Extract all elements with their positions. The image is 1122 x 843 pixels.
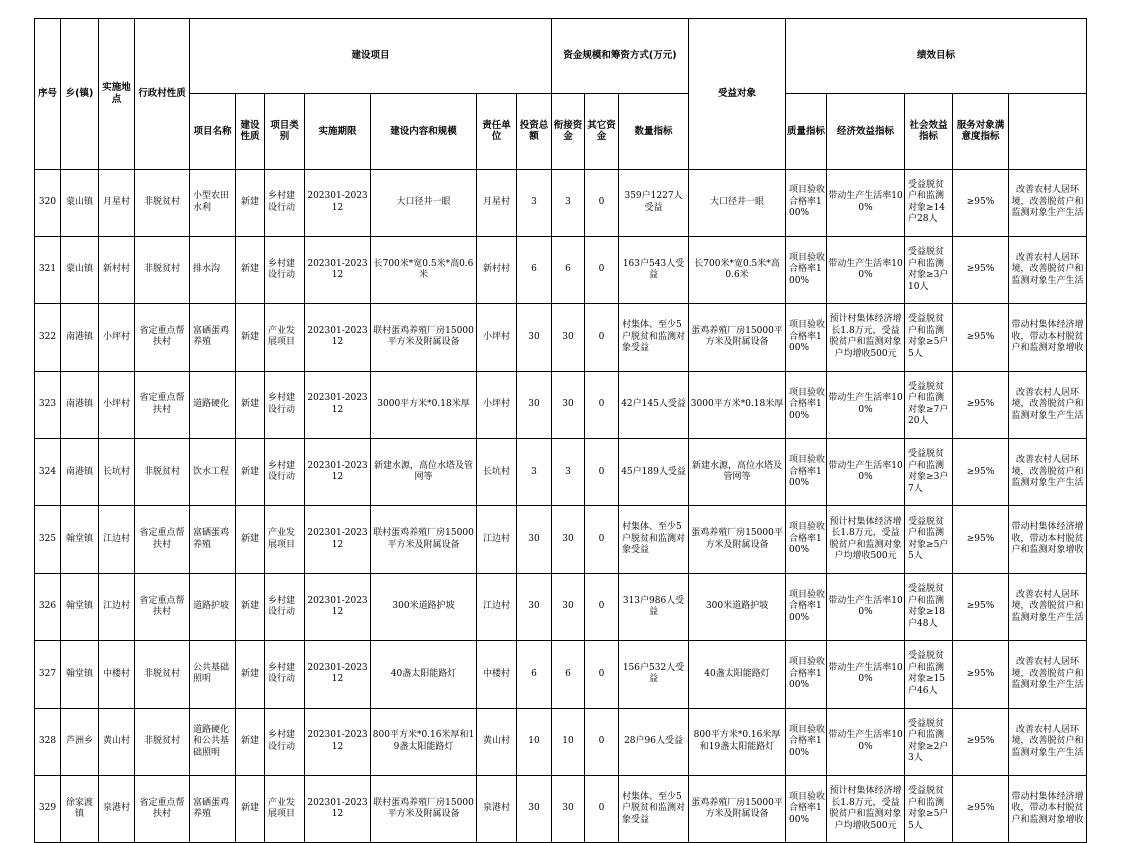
cell-beneficiaries: 28户96人受益 [619,708,689,775]
cell-period: 202301-202312 [305,708,371,775]
cell-content-scale: 联村蛋鸡养殖厂房15000平方米及附属设备 [371,776,477,843]
cell-project-category: 产业发展项目 [265,506,305,573]
cell-other-funds: 0 [585,776,619,843]
cell-location: 江边村 [99,506,135,573]
cell-project-name: 饮水工程 [190,439,236,506]
cell-quality-indicator: 项目验收合格率100% [786,641,827,708]
cell-satisfaction-indicator: ≥95% [953,169,1009,236]
cell-seq: 323 [35,371,61,438]
cell-content-scale: 300米道路护坡 [371,573,477,640]
cell-total-investment: 6 [517,641,552,708]
cell-beneficiaries: 313户986人受益 [619,573,689,640]
cell-social-indicator: 受益脱贫户和监测对象≥18户48人 [905,573,953,640]
cell-satisfaction-indicator: ≥95% [953,304,1009,371]
cell-content-scale: 长700米*宽0.5米*高0.6米 [371,236,477,303]
cell-connected-funds: 30 [552,506,585,573]
cell-content-scale: 3000平方米*0.18米厚 [371,371,477,438]
cell-project-category: 乡村建设行动 [265,236,305,303]
cell-satisfaction-indicator: ≥95% [953,573,1009,640]
header-project-category: 项目类别 [265,94,305,169]
cell-project-name: 道路护坡 [190,573,236,640]
cell-build-nature: 新建 [236,439,265,506]
cell-other-funds: 0 [585,573,619,640]
cell-location: 泉港村 [99,776,135,843]
table-row [35,236,1087,303]
cell-connected-funds: 30 [552,776,585,843]
cell-economic-indicator: 带动生产生活率100% [827,708,905,775]
cell-quantity-indicator: 长700米*宽0.5米*高0.6米 [689,236,786,303]
cell-responsible-unit: 黄山村 [477,708,517,775]
cell-period: 202301-202312 [305,236,371,303]
cell-seq: 324 [35,439,61,506]
table-row [35,304,1087,371]
cell-village-type: 省定重点帮扶村 [135,776,190,843]
cell-economic-indicator: 预计村集体经济增长1.8万元，受益脱贫户和监测对象户均增收500元 [827,304,905,371]
cell-seq: 320 [35,169,61,236]
cell-location: 江边村 [99,573,135,640]
header-other-funds: 其它资金 [585,94,619,169]
cell-social-indicator: 受益脱贫户和监测对象≥14户28人 [905,169,953,236]
cell-connected-funds: 6 [552,236,585,303]
cell-satisfaction-indicator: ≥95% [953,371,1009,438]
cell-village-type: 省定重点帮扶村 [135,506,190,573]
cell-mechanism: 改善农村人居环境，改善脱贫户和监测对象生产生活 [1009,708,1087,775]
cell-period: 202301-202312 [305,169,371,236]
cell-location: 长坑村 [99,439,135,506]
cell-responsible-unit: 月星村 [477,169,517,236]
header-project-name: 项目名称 [190,94,236,169]
header-total-investment: 投资总额 [517,94,552,169]
cell-quantity-indicator: 蛋鸡养殖厂房15000平方米及附属设备 [689,506,786,573]
cell-total-investment: 30 [517,573,552,640]
cell-connected-funds: 30 [552,573,585,640]
cell-other-funds: 0 [585,708,619,775]
cell-social-indicator: 受益脱贫户和监测对象≥7户20人 [905,371,953,438]
cell-quantity-indicator: 大口径井一眼 [689,169,786,236]
cell-village-type: 省定重点帮扶村 [135,573,190,640]
cell-seq: 329 [35,776,61,843]
cell-quality-indicator: 项目验收合格率100% [786,236,827,303]
cell-content-scale: 新建水源，高位水塔及管网等 [371,439,477,506]
cell-satisfaction-indicator: ≥95% [953,776,1009,843]
cell-project-category: 乡村建设行动 [265,641,305,708]
cell-mechanism: 带动村集体经济增收，带动本村脱贫户和监测对象增收 [1009,776,1087,843]
cell-economic-indicator: 带动生产生活率100% [827,169,905,236]
cell-other-funds: 0 [585,641,619,708]
cell-seq: 327 [35,641,61,708]
cell-satisfaction-indicator: ≥95% [953,708,1009,775]
cell-quality-indicator: 项目验收合格率100% [786,573,827,640]
table-row [35,371,1087,438]
cell-total-investment: 3 [517,439,552,506]
cell-mechanism: 改善农村人居环境，改善脱贫户和监测对象生产生活 [1009,439,1087,506]
cell-economic-indicator: 带动生产生活率100% [827,371,905,438]
cell-town: 芦洲乡 [61,708,99,775]
cell-town: 南港镇 [61,371,99,438]
cell-total-investment: 30 [517,371,552,438]
cell-project-category: 乡村建设行动 [265,439,305,506]
cell-quantity-indicator: 蛋鸡养殖厂房15000平方米及附属设备 [689,304,786,371]
cell-build-nature: 新建 [236,236,265,303]
cell-project-category: 乡村建设行动 [265,371,305,438]
cell-location: 月星村 [99,169,135,236]
cell-build-nature: 新建 [236,573,265,640]
table-row [35,776,1087,843]
cell-quantity-indicator: 40盏太阳能路灯 [689,641,786,708]
cell-social-indicator: 受益脱贫户和监测对象≥5户5人 [905,304,953,371]
cell-quantity-indicator: 3000平方米*0.18米厚 [689,371,786,438]
cell-total-investment: 30 [517,506,552,573]
cell-mechanism: 带动村集体经济增收，带动本村脱贫户和监测对象增收 [1009,304,1087,371]
cell-other-funds: 0 [585,304,619,371]
cell-connected-funds: 10 [552,708,585,775]
cell-build-nature: 新建 [236,506,265,573]
cell-social-indicator: 受益脱贫户和监测对象≥2户3人 [905,708,953,775]
cell-satisfaction-indicator: ≥95% [953,641,1009,708]
header-seq: 序号 [35,19,61,170]
cell-other-funds: 0 [585,439,619,506]
cell-town: 蒙山镇 [61,236,99,303]
cell-location: 小坪村 [99,371,135,438]
cell-village-type: 省定重点帮扶村 [135,371,190,438]
cell-build-nature: 新建 [236,304,265,371]
cell-build-nature: 新建 [236,708,265,775]
cell-build-nature: 新建 [236,371,265,438]
cell-seq: 325 [35,506,61,573]
cell-town: 蒙山镇 [61,169,99,236]
cell-total-investment: 3 [517,169,552,236]
header-beneficiaries: 受益对象 [689,19,786,170]
cell-beneficiaries: 42户145人受益 [619,371,689,438]
cell-period: 202301-202312 [305,641,371,708]
cell-mechanism: 改善农村人居环境，改善脱贫户和监测对象生产生活 [1009,236,1087,303]
cell-project-category: 产业发展项目 [265,776,305,843]
cell-connected-funds: 30 [552,371,585,438]
cell-project-name: 排水沟 [190,236,236,303]
header-perf-group: 绩效目标 [786,19,1087,94]
cell-economic-indicator: 预计村集体经济增长1.8万元，受益脱贫户和监测对象户均增收500元 [827,506,905,573]
cell-other-funds: 0 [585,371,619,438]
cell-other-funds: 0 [585,236,619,303]
cell-quality-indicator: 项目验收合格率100% [786,708,827,775]
cell-satisfaction-indicator: ≥95% [953,236,1009,303]
cell-satisfaction-indicator: ≥95% [953,439,1009,506]
cell-beneficiaries: 村集体、至少5户脱贫和监测对象受益 [619,776,689,843]
table-row [35,641,1087,708]
cell-content-scale: 联村蛋鸡养殖厂房15000平方米及附属设备 [371,506,477,573]
cell-economic-indicator: 预计村集体经济增长1.8万元，受益脱贫户和监测对象户均增收500元 [827,776,905,843]
cell-village-type: 非脱贫村 [135,169,190,236]
cell-town: 翰堂镇 [61,506,99,573]
cell-village-type: 非脱贫村 [135,236,190,303]
cell-beneficiaries: 村集体、至少5户脱贫和监测对象受益 [619,304,689,371]
cell-town: 翰堂镇 [61,573,99,640]
cell-responsible-unit: 江边村 [477,506,517,573]
cell-social-indicator: 受益脱贫户和监测对象≥5户5人 [905,776,953,843]
cell-other-funds: 0 [585,506,619,573]
cell-responsible-unit: 泉港村 [477,776,517,843]
cell-beneficiaries: 359户1227人受益 [619,169,689,236]
cell-quantity-indicator: 新建水源，高位水塔及管网等 [689,439,786,506]
cell-satisfaction-indicator: ≥95% [953,506,1009,573]
cell-quality-indicator: 项目验收合格率100% [786,169,827,236]
cell-social-indicator: 受益脱贫户和监测对象≥3户7人 [905,439,953,506]
cell-responsible-unit: 小坪村 [477,371,517,438]
cell-location: 黄山村 [99,708,135,775]
header-social-indicator: 社会效益指标 [905,94,953,169]
cell-social-indicator: 受益脱贫户和监测对象≥15户46人 [905,641,953,708]
cell-project-name: 富硒蛋鸡养殖 [190,506,236,573]
cell-mechanism: 改善农村人居环境，改善脱贫户和监测对象生产生活 [1009,169,1087,236]
cell-total-investment: 30 [517,776,552,843]
cell-period: 202301-202312 [305,439,371,506]
cell-build-nature: 新建 [236,776,265,843]
cell-seq: 326 [35,573,61,640]
cell-mechanism: 带动村集体经济增收，带动本村脱贫户和监测对象增收 [1009,506,1087,573]
cell-social-indicator: 受益脱贫户和监测对象≥5户5人 [905,506,953,573]
cell-seq: 322 [35,304,61,371]
header-fund-group: 资金规模和筹资方式(万元) [552,19,689,94]
project-table [34,18,1087,843]
cell-project-category: 产业发展项目 [265,304,305,371]
cell-quantity-indicator: 800平方米*0.16米厚和19盏太阳能路灯 [689,708,786,775]
cell-economic-indicator: 带动生产生活率100% [827,573,905,640]
cell-other-funds: 0 [585,169,619,236]
cell-town: 翰堂镇 [61,641,99,708]
header-town: 乡(镇) [61,19,99,170]
cell-quantity-indicator: 300米道路护坡 [689,573,786,640]
cell-beneficiaries: 村集体、至少5户脱贫和监测对象受益 [619,506,689,573]
cell-location: 新村村 [99,236,135,303]
cell-project-name: 道路硬化 [190,371,236,438]
cell-village-type: 非脱贫村 [135,708,190,775]
cell-village-type: 非脱贫村 [135,439,190,506]
header-responsible-unit: 责任单位 [477,94,517,169]
header-build-nature: 建设性质 [236,94,265,169]
cell-village-type: 非脱贫村 [135,641,190,708]
cell-responsible-unit: 中楼村 [477,641,517,708]
cell-total-investment: 30 [517,304,552,371]
cell-seq: 321 [35,236,61,303]
cell-social-indicator: 受益脱贫户和监测对象≥3户10人 [905,236,953,303]
cell-total-investment: 10 [517,708,552,775]
header-content-scale: 建设内容和规模 [371,94,477,169]
cell-quality-indicator: 项目验收合格率100% [786,439,827,506]
cell-content-scale: 大口径井一眼 [371,169,477,236]
cell-economic-indicator: 带动生产生活率100% [827,641,905,708]
cell-quality-indicator: 项目验收合格率100% [786,304,827,371]
cell-build-nature: 新建 [236,169,265,236]
cell-quality-indicator: 项目验收合格率100% [786,506,827,573]
header-quality-indicator: 质量指标 [786,94,827,169]
table-body [35,169,1087,843]
table-row [35,573,1087,640]
cell-period: 202301-202312 [305,506,371,573]
header-economic-indicator: 经济效益指标 [827,94,905,169]
cell-mechanism: 改善农村人居环境，改善脱贫户和监测对象生产生活 [1009,573,1087,640]
cell-connected-funds: 6 [552,641,585,708]
header-period: 实施期限 [305,94,371,169]
header-connected-funds: 衔接资金 [552,94,585,169]
cell-beneficiaries: 163户543人受益 [619,236,689,303]
cell-project-name: 富硒蛋鸡养殖 [190,304,236,371]
cell-location: 中楼村 [99,641,135,708]
table-row [35,506,1087,573]
cell-economic-indicator: 带动生产生活率100% [827,236,905,303]
cell-quality-indicator: 项目验收合格率100% [786,776,827,843]
cell-responsible-unit: 江边村 [477,573,517,640]
header-location: 实施地点 [99,19,135,170]
table-row [35,439,1087,506]
cell-responsible-unit: 新村村 [477,236,517,303]
cell-period: 202301-202312 [305,776,371,843]
cell-project-name: 道路硬化和公共基础照明 [190,708,236,775]
cell-location: 小坪村 [99,304,135,371]
cell-project-name: 小型农田水利 [190,169,236,236]
cell-quantity-indicator: 蛋鸡养殖厂房15000平方米及附属设备 [689,776,786,843]
cell-project-category: 乡村建设行动 [265,708,305,775]
cell-content-scale: 联村蛋鸡养殖厂房15000平方米及附属设备 [371,304,477,371]
cell-mechanism: 改善农村人居环境，改善脱贫户和监测对象生产生活 [1009,641,1087,708]
cell-project-category: 乡村建设行动 [265,573,305,640]
header-quantity-indicator: 数量指标 [619,94,689,169]
cell-town: 徐家渡镇 [61,776,99,843]
table-row [35,708,1087,775]
cell-village-type: 省定重点帮扶村 [135,304,190,371]
cell-content-scale: 800平方米*0.16米厚和19盏太阳能路灯 [371,708,477,775]
cell-connected-funds: 30 [552,304,585,371]
cell-build-nature: 新建 [236,641,265,708]
table-row [35,169,1087,236]
cell-period: 202301-202312 [305,573,371,640]
header-satisfaction-indicator: 服务对象满意度指标 [953,94,1009,169]
cell-total-investment: 6 [517,236,552,303]
cell-project-category: 乡村建设行动 [265,169,305,236]
cell-period: 202301-202312 [305,371,371,438]
cell-town: 南港镇 [61,304,99,371]
cell-town: 南港镇 [61,439,99,506]
cell-content-scale: 40盏太阳能路灯 [371,641,477,708]
header-village-type: 行政村性质 [135,19,190,170]
cell-connected-funds: 3 [552,439,585,506]
cell-beneficiaries: 45户189人受益 [619,439,689,506]
cell-project-name: 富硒蛋鸡养殖 [190,776,236,843]
cell-mechanism: 改善农村人居环境，改善脱贫户和监测对象生产生活 [1009,371,1087,438]
cell-quality-indicator: 项目验收合格率100% [786,371,827,438]
cell-project-name: 公共基础照明 [190,641,236,708]
cell-connected-funds: 3 [552,169,585,236]
cell-seq: 328 [35,708,61,775]
header-project-group: 建设项目 [190,19,552,94]
cell-economic-indicator: 带动生产生活率100% [827,439,905,506]
cell-beneficiaries: 156户532人受益 [619,641,689,708]
cell-responsible-unit: 长坑村 [477,439,517,506]
cell-responsible-unit: 小坪村 [477,304,517,371]
cell-period: 202301-202312 [305,304,371,371]
